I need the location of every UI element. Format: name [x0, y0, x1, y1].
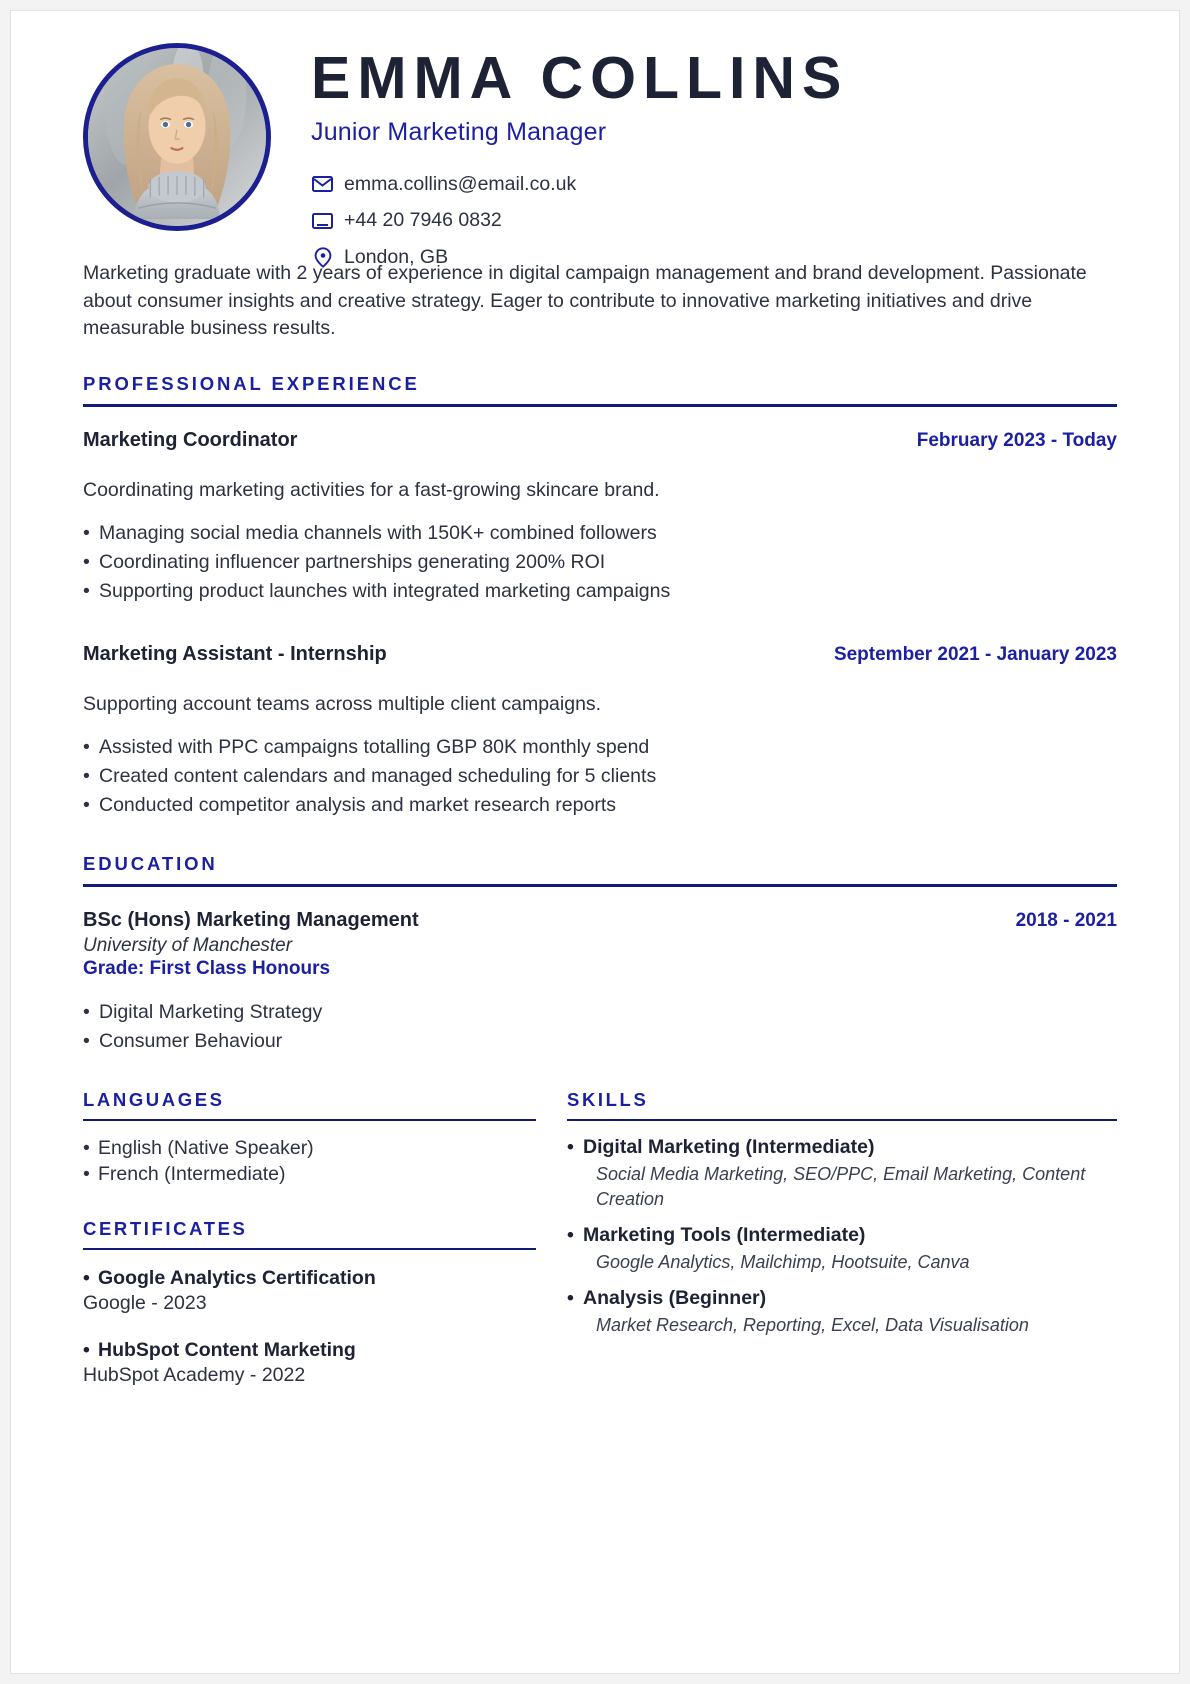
- section-certificates: [83, 1218, 536, 1387]
- experience-date: February 2023 - Today: [916, 429, 1117, 451]
- experience-role: Marketing Assistant - Internship: [83, 642, 387, 665]
- section-title-education: EDUCATION: [83, 853, 218, 875]
- education-date: 2018 - 2021: [1015, 910, 1117, 932]
- job-title: Junior Marketing Manager: [311, 117, 607, 146]
- skill-name: • Analysis (Beginner): [567, 1286, 1117, 1311]
- skill-detail: Google Analytics, Mailchimp, Hootsuite, Canva: [596, 1252, 970, 1273]
- resume-page: [10, 10, 1180, 1674]
- skill-item: [567, 1135, 1117, 1212]
- left-column: [83, 1089, 536, 1387]
- professional-summary: Marketing graduate with 2 years of experience in digital campaign management and brand development. Passionate about consumer insights and creative strategy. Eager to contribute to innovative marketing initiatives and drive measurable business results.: [83, 261, 1087, 340]
- list-item: • Created content calendars and managed scheduling for 5 clients: [83, 763, 1117, 790]
- contact-list: [311, 173, 1117, 269]
- envelope-icon: [311, 173, 334, 196]
- profile-photo-illustration: [88, 48, 266, 226]
- skill-name: • Digital Marketing (Intermediate): [567, 1135, 1117, 1160]
- section-divider: [83, 404, 1117, 407]
- list-item: • French (Intermediate): [83, 1161, 536, 1187]
- experience-role: Marketing Coordinator: [83, 428, 298, 451]
- skill-item: [567, 1286, 1117, 1338]
- resume-header: [83, 29, 1117, 282]
- section-professional-experience: [83, 373, 1117, 819]
- section-title-certificates: CERTIFICATES: [83, 1218, 248, 1240]
- experience-bullets: [83, 734, 1117, 819]
- section-title-skills: SKILLS: [567, 1088, 649, 1110]
- list-item: • Coordinating influencer partnerships generating 200% ROI: [83, 549, 1117, 576]
- certificate-item: [83, 1339, 536, 1387]
- phone-icon: [311, 209, 334, 232]
- right-column: [567, 1089, 1117, 1387]
- education-grade: Grade: First Class Honours: [83, 958, 331, 980]
- certificate-meta: Google - 2023: [83, 1292, 207, 1315]
- languages-list: [83, 1135, 536, 1187]
- list-item: • Digital Marketing Strategy: [83, 999, 1117, 1026]
- section-skills: [567, 1089, 1117, 1338]
- list-item: • Consumer Behaviour: [83, 1028, 1117, 1055]
- experience-description: Coordinating marketing activities for a fast-growing skincare brand.: [83, 478, 660, 501]
- education-bullets: [83, 999, 1117, 1055]
- contact-phone: [311, 209, 1117, 232]
- list-item: • Assisted with PPC campaigns totalling GBP 80K monthly spend: [83, 734, 1117, 761]
- certificate-item: [83, 1267, 536, 1315]
- contact-email-value: emma.collins@email.co.uk: [344, 172, 577, 195]
- experience-description: Supporting account teams across multiple client campaigns.: [83, 692, 602, 715]
- education-entry: [83, 909, 1117, 1055]
- education-degree: BSc (Hons) Marketing Management: [83, 909, 419, 932]
- experience-entry: [83, 429, 1117, 605]
- certificate-meta: HubSpot Academy - 2022: [83, 1364, 306, 1387]
- section-title-experience: PROFESSIONAL EXPERIENCE: [83, 372, 420, 394]
- certificate-name: • Google Analytics Certification: [83, 1267, 536, 1290]
- education-school: University of Manchester: [83, 935, 293, 957]
- section-title-languages: LANGUAGES: [83, 1088, 225, 1110]
- section-languages: [83, 1089, 536, 1187]
- list-item: • English (Native Speaker): [83, 1135, 536, 1161]
- section-education: [83, 853, 1117, 1055]
- section-divider: [83, 884, 1117, 887]
- skill-detail: Market Research, Reporting, Excel, Data Visualisation: [596, 1315, 1029, 1336]
- certificate-name: • HubSpot Content Marketing: [83, 1339, 536, 1362]
- contact-email: [311, 173, 1117, 196]
- section-divider: [83, 1248, 536, 1250]
- skill-detail: Social Media Marketing, SEO/PPC, Email Marketing, Content Creation: [596, 1164, 1086, 1209]
- avatar: [83, 43, 271, 231]
- page-title: EMMA COLLINS: [311, 45, 849, 111]
- contact-location-value: London, GB: [344, 245, 449, 268]
- experience-entry: [83, 643, 1117, 819]
- list-item: • Supporting product launches with integrated marketing campaigns: [83, 578, 1117, 605]
- section-divider: [83, 1119, 536, 1121]
- experience-bullets: [83, 520, 1117, 605]
- section-divider: [567, 1119, 1117, 1121]
- experience-date: September 2021 - January 2023: [833, 643, 1117, 665]
- skill-item: [567, 1223, 1117, 1275]
- list-item: • Managing social media channels with 150K+ combined followers: [83, 520, 1117, 547]
- contact-phone-value: +44 20 7946 0832: [344, 209, 502, 232]
- skill-name: • Marketing Tools (Intermediate): [567, 1223, 1117, 1248]
- bottom-columns: [83, 1089, 1117, 1387]
- list-item: • Conducted competitor analysis and market research reports: [83, 792, 1117, 819]
